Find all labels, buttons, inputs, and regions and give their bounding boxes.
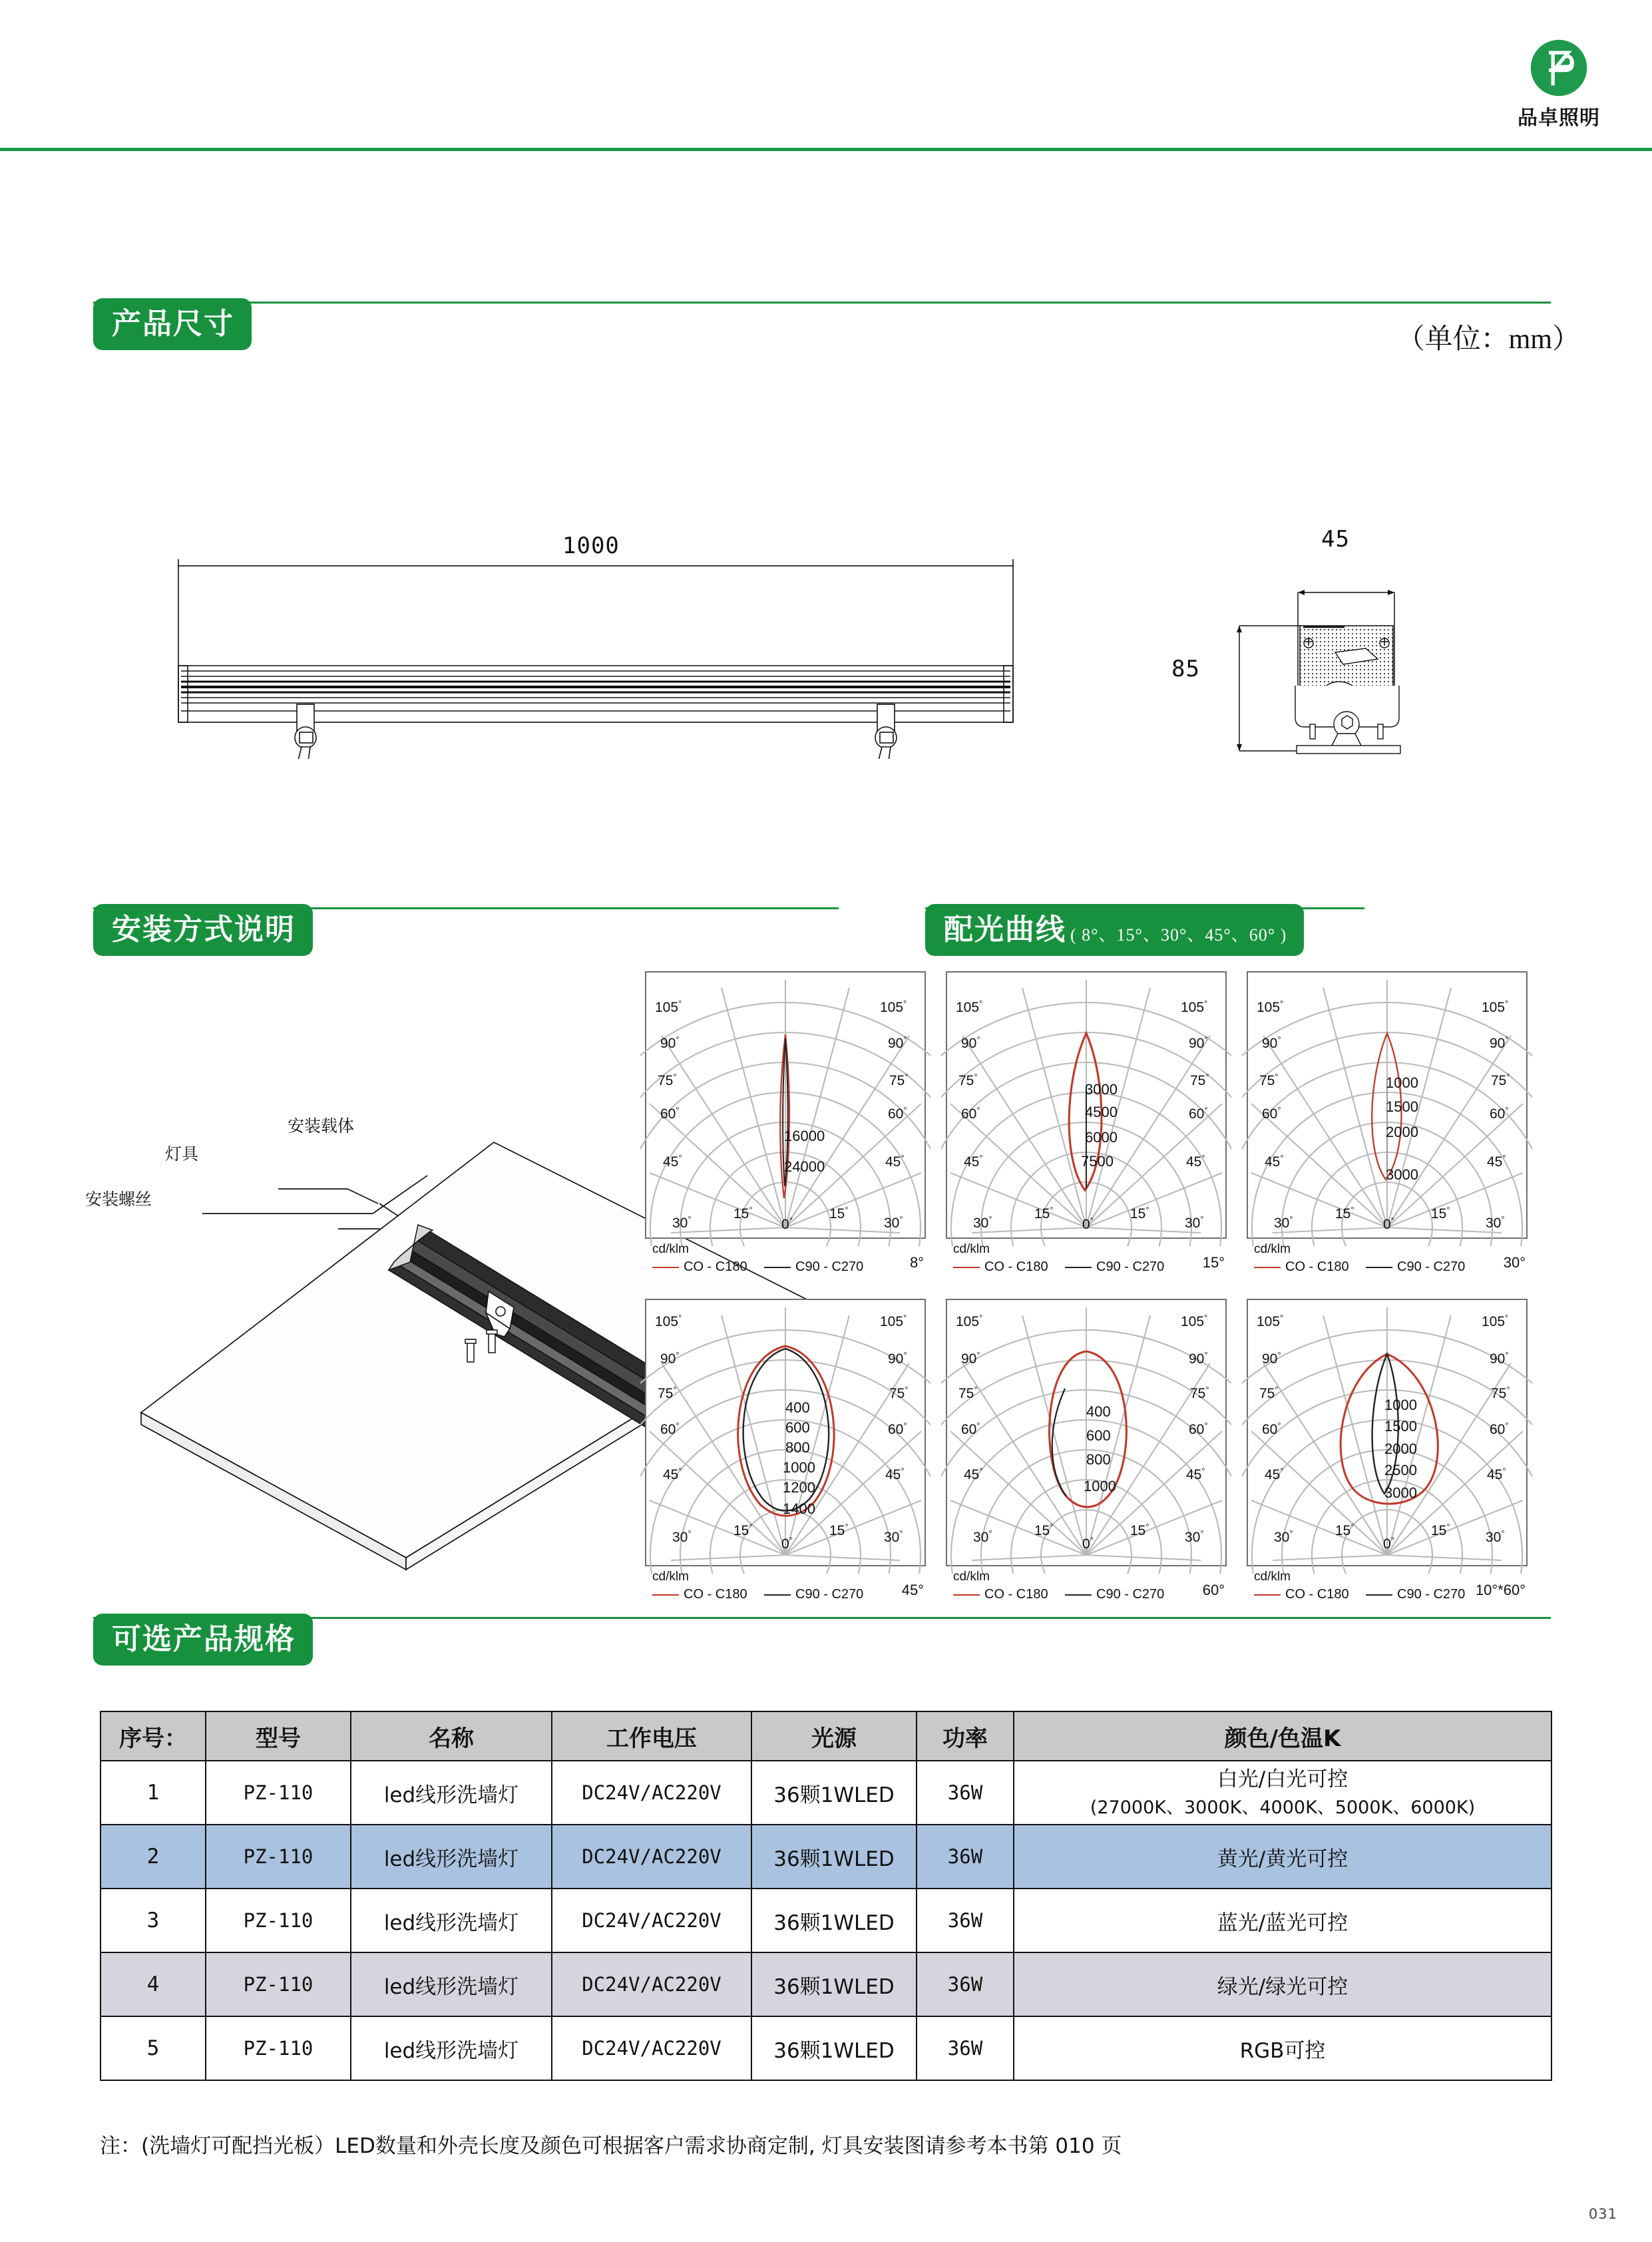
svg-text:45°: 45° bbox=[964, 1466, 983, 1482]
svg-text:75°: 75° bbox=[889, 1385, 909, 1401]
svg-text:3000: 3000 bbox=[1085, 1081, 1118, 1098]
svg-text:45°: 45° bbox=[1487, 1153, 1506, 1170]
svg-text:45°: 45° bbox=[964, 1153, 983, 1170]
install-label-screws: 安装螺丝 bbox=[85, 1190, 152, 1209]
svg-text:75°: 75° bbox=[958, 1385, 978, 1401]
svg-text:400: 400 bbox=[785, 1399, 810, 1416]
cell-model: PZ-110 bbox=[206, 1889, 351, 1952]
svg-text:30°: 30° bbox=[884, 1528, 903, 1545]
table-row bbox=[101, 1889, 1551, 1952]
svg-text:30°: 30° bbox=[973, 1214, 992, 1231]
svg-text:105°: 105° bbox=[880, 1313, 907, 1329]
svg-text:400: 400 bbox=[1086, 1403, 1111, 1420]
section-header-specs bbox=[93, 1614, 1551, 1666]
svg-text:0°: 0° bbox=[1383, 1535, 1394, 1552]
svg-text:60°: 60° bbox=[660, 1421, 680, 1437]
svg-text:90°: 90° bbox=[1262, 1350, 1281, 1367]
cell-power: 36W bbox=[917, 2016, 1014, 2080]
polar-chart-10x60deg bbox=[1242, 1294, 1532, 1612]
legend-series-c0: CO - C180 bbox=[652, 1259, 747, 1275]
polar-legend bbox=[1254, 1242, 1526, 1283]
cell-source: 36颗1WLED bbox=[751, 1825, 917, 1889]
beam-angle-label: 60° bbox=[1202, 1582, 1225, 1598]
svg-text:15°: 15° bbox=[1335, 1205, 1354, 1222]
svg-text:75°: 75° bbox=[1190, 1072, 1209, 1088]
cell-source: 36颗1WLED bbox=[751, 2016, 917, 2080]
section-tab-photometric bbox=[925, 904, 1304, 956]
polar-chart-60deg bbox=[941, 1294, 1231, 1612]
cell-power: 36W bbox=[917, 1825, 1014, 1889]
cell-voltage: DC24V/AC220V bbox=[552, 1825, 751, 1889]
svg-text:15°: 15° bbox=[829, 1205, 849, 1222]
legend-series-c90: C90 - C270 bbox=[1366, 1259, 1465, 1275]
table-row bbox=[101, 1825, 1551, 1889]
cell-power: 36W bbox=[917, 1952, 1014, 2016]
pz-circle-logo-icon bbox=[1530, 39, 1588, 97]
svg-text:45°: 45° bbox=[885, 1153, 905, 1170]
polar-plot bbox=[640, 1294, 930, 1574]
side-view-drawing bbox=[1211, 553, 1491, 772]
col-header-source: 光源 bbox=[751, 1711, 917, 1761]
col-header-model: 型号 bbox=[206, 1711, 351, 1761]
section-title-dimensions: 产品尺寸 bbox=[112, 307, 234, 341]
svg-text:90°: 90° bbox=[1189, 1350, 1208, 1367]
svg-text:2000: 2000 bbox=[1386, 1124, 1418, 1140]
svg-text:105°: 105° bbox=[1181, 999, 1208, 1015]
svg-text:75°: 75° bbox=[658, 1072, 677, 1088]
svg-text:75°: 75° bbox=[658, 1385, 677, 1401]
svg-text:1400: 1400 bbox=[783, 1500, 815, 1517]
polar-legend bbox=[652, 1242, 924, 1283]
legend-swatch-black bbox=[1366, 1267, 1392, 1268]
cell-source: 36颗1WLED bbox=[751, 1952, 917, 2016]
cell-voltage: DC24V/AC220V bbox=[552, 2016, 751, 2080]
svg-text:75°: 75° bbox=[1491, 1385, 1510, 1401]
cell-no: 4 bbox=[101, 1952, 206, 2016]
svg-text:1000: 1000 bbox=[1384, 1397, 1417, 1413]
svg-text:60°: 60° bbox=[1189, 1105, 1208, 1122]
svg-text:60°: 60° bbox=[1189, 1421, 1208, 1437]
svg-text:15°: 15° bbox=[1130, 1205, 1149, 1222]
cell-no: 2 bbox=[101, 1825, 206, 1889]
cell-color: RGB可控 bbox=[1014, 2016, 1551, 2080]
svg-text:90°: 90° bbox=[888, 1034, 907, 1051]
svg-text:24000: 24000 bbox=[784, 1158, 825, 1175]
col-header-power: 功率 bbox=[917, 1711, 1014, 1761]
legend-series-c90: C90 - C270 bbox=[1366, 1587, 1465, 1602]
svg-text:105°: 105° bbox=[956, 999, 983, 1015]
legend-swatch-black bbox=[1366, 1594, 1392, 1596]
legend-series-c90: C90 - C270 bbox=[1065, 1587, 1164, 1602]
svg-text:105°: 105° bbox=[956, 1313, 983, 1329]
svg-text:75°: 75° bbox=[958, 1072, 978, 1088]
legend-swatch-red bbox=[652, 1594, 679, 1596]
section-tab-installation bbox=[93, 904, 313, 956]
legend-series-c0: CO - C180 bbox=[652, 1587, 747, 1602]
cell-no: 1 bbox=[101, 1761, 206, 1825]
legend-swatch-red bbox=[652, 1267, 679, 1268]
brand-name: 品卓照明 bbox=[1518, 107, 1600, 130]
svg-text:60°: 60° bbox=[1262, 1105, 1281, 1122]
legend-series-c0: CO - C180 bbox=[953, 1587, 1048, 1602]
table-row bbox=[101, 1761, 1551, 1825]
svg-text:60°: 60° bbox=[1490, 1421, 1509, 1437]
front-view-length-label: 1000 bbox=[562, 533, 620, 559]
svg-text:45°: 45° bbox=[663, 1153, 682, 1170]
svg-text:45°: 45° bbox=[885, 1466, 905, 1482]
cell-model: PZ-110 bbox=[206, 2016, 351, 2080]
svg-text:0°: 0° bbox=[1383, 1216, 1394, 1232]
side-view-height-label: 85 bbox=[1171, 656, 1200, 682]
cell-name: led线形洗墙灯 bbox=[351, 1889, 552, 1952]
legend-unit: cd/klm bbox=[953, 1570, 990, 1584]
cell-name: led线形洗墙灯 bbox=[351, 1761, 552, 1825]
front-view-drawing bbox=[166, 559, 1025, 759]
svg-text:6000: 6000 bbox=[1085, 1129, 1118, 1146]
cell-voltage: DC24V/AC220V bbox=[552, 1889, 751, 1952]
svg-text:3000: 3000 bbox=[1386, 1166, 1418, 1183]
legend-swatch-black bbox=[1065, 1267, 1092, 1268]
svg-text:30°: 30° bbox=[672, 1528, 692, 1545]
cell-voltage: DC24V/AC220V bbox=[552, 1952, 751, 2016]
svg-text:45°: 45° bbox=[1186, 1153, 1205, 1170]
svg-text:105°: 105° bbox=[655, 1313, 682, 1329]
svg-text:60°: 60° bbox=[1262, 1421, 1281, 1437]
cell-name: led线形洗墙灯 bbox=[351, 2016, 552, 2080]
cell-color-line2: (27000K、3000K、4000K、5000K、6000K) bbox=[1090, 1797, 1476, 1818]
legend-swatch-red bbox=[953, 1594, 980, 1596]
polar-chart-15deg bbox=[941, 967, 1231, 1285]
svg-text:60°: 60° bbox=[961, 1421, 980, 1437]
svg-text:45°: 45° bbox=[1265, 1466, 1284, 1482]
front-view-bracket-left bbox=[294, 704, 316, 759]
polar-plot bbox=[640, 967, 930, 1246]
svg-text:75°: 75° bbox=[889, 1072, 909, 1088]
svg-text:1500: 1500 bbox=[1386, 1098, 1418, 1115]
cell-source: 36颗1WLED bbox=[751, 1761, 917, 1825]
section-header-installation bbox=[93, 904, 839, 956]
cell-color: 绿光/绿光可控 bbox=[1014, 1952, 1551, 2016]
page-number: 031 bbox=[1588, 2206, 1617, 2222]
svg-text:15°: 15° bbox=[1034, 1205, 1054, 1222]
polar-chart-45deg bbox=[640, 1294, 930, 1612]
svg-text:105°: 105° bbox=[1482, 999, 1509, 1015]
front-view-bracket-right bbox=[875, 704, 897, 759]
product-spec-table bbox=[100, 1711, 1552, 2081]
svg-text:30°: 30° bbox=[884, 1214, 903, 1231]
svg-text:30°: 30° bbox=[1274, 1528, 1293, 1545]
svg-text:30°: 30° bbox=[973, 1528, 992, 1545]
svg-text:0°: 0° bbox=[781, 1535, 793, 1552]
cell-voltage: DC24V/AC220V bbox=[552, 1761, 751, 1825]
svg-text:30°: 30° bbox=[1185, 1528, 1204, 1545]
svg-text:90°: 90° bbox=[1490, 1350, 1509, 1367]
beam-angle-label: 45° bbox=[901, 1582, 924, 1598]
beam-angle-label: 10°*60° bbox=[1475, 1582, 1526, 1598]
cell-name: led线形洗墙灯 bbox=[351, 1952, 552, 2016]
col-header-voltage: 工作电压 bbox=[552, 1711, 751, 1761]
svg-text:45°: 45° bbox=[1186, 1466, 1205, 1482]
svg-text:90°: 90° bbox=[1262, 1034, 1281, 1051]
svg-text:30°: 30° bbox=[1185, 1214, 1204, 1231]
svg-text:15°: 15° bbox=[1335, 1522, 1354, 1538]
install-label-carrier: 安装载体 bbox=[288, 1116, 355, 1136]
svg-text:45°: 45° bbox=[1487, 1466, 1506, 1482]
svg-text:30°: 30° bbox=[1486, 1214, 1505, 1231]
legend-unit: cd/klm bbox=[652, 1242, 689, 1256]
col-header-no: 序号： bbox=[101, 1711, 206, 1761]
col-header-color: 颜色/色温K bbox=[1014, 1711, 1551, 1761]
header-divider bbox=[0, 148, 1652, 151]
svg-text:15°: 15° bbox=[829, 1522, 849, 1538]
svg-text:0°: 0° bbox=[1082, 1535, 1094, 1552]
svg-text:15°: 15° bbox=[1130, 1522, 1149, 1538]
svg-text:60°: 60° bbox=[961, 1105, 980, 1122]
svg-text:90°: 90° bbox=[888, 1350, 907, 1367]
svg-text:90°: 90° bbox=[961, 1350, 980, 1367]
svg-text:15°: 15° bbox=[733, 1522, 753, 1538]
svg-text:60°: 60° bbox=[888, 1105, 907, 1122]
brand-logo-block bbox=[1518, 39, 1600, 130]
svg-text:105°: 105° bbox=[1482, 1313, 1509, 1329]
cell-no: 3 bbox=[101, 1889, 206, 1952]
svg-text:105°: 105° bbox=[1257, 1313, 1284, 1329]
svg-text:30°: 30° bbox=[1274, 1214, 1293, 1231]
svg-text:60°: 60° bbox=[888, 1421, 907, 1437]
cell-color-line1: 白光/白光可控 bbox=[1217, 1767, 1348, 1791]
cell-color bbox=[1014, 1761, 1551, 1825]
svg-text:4500: 4500 bbox=[1085, 1104, 1118, 1120]
legend-series-c90: C90 - C270 bbox=[764, 1259, 863, 1275]
legend-swatch-red bbox=[1254, 1594, 1281, 1596]
footnote: 注：(洗墙灯可配挡光板）LED数量和外壳长度及颜色可根据客户需求协商定制, 灯具安装图请参考本书第 010 页 bbox=[100, 2134, 1122, 2158]
svg-text:105°: 105° bbox=[1181, 1313, 1208, 1329]
svg-text:75°: 75° bbox=[1259, 1385, 1279, 1401]
section-tab-dimensions bbox=[93, 298, 252, 350]
svg-text:1000: 1000 bbox=[1386, 1074, 1418, 1091]
section-tab-specs bbox=[93, 1614, 313, 1666]
beam-angle-label: 15° bbox=[1202, 1254, 1225, 1271]
polar-chart-8deg bbox=[640, 967, 930, 1285]
legend-series-c0: CO - C180 bbox=[1254, 1259, 1349, 1275]
polar-legend bbox=[1254, 1570, 1526, 1611]
polar-legend bbox=[652, 1570, 924, 1611]
polar-plot bbox=[1242, 1294, 1532, 1574]
legend-series-c90: C90 - C270 bbox=[764, 1587, 863, 1602]
polar-plot bbox=[941, 967, 1231, 1246]
svg-text:600: 600 bbox=[1086, 1427, 1111, 1444]
cell-name: led线形洗墙灯 bbox=[351, 1825, 552, 1889]
svg-text:75°: 75° bbox=[1190, 1385, 1209, 1401]
svg-text:0°: 0° bbox=[1082, 1216, 1094, 1232]
table-row bbox=[101, 2016, 1551, 2080]
legend-swatch-black bbox=[1065, 1594, 1092, 1596]
svg-text:0°: 0° bbox=[781, 1216, 793, 1232]
install-label-luminaire: 灯具 bbox=[165, 1144, 199, 1164]
svg-text:600: 600 bbox=[785, 1419, 810, 1436]
side-view-width-label: 45 bbox=[1321, 526, 1350, 553]
section-title-photometric: 配光曲线 bbox=[944, 913, 1066, 947]
svg-text:2500: 2500 bbox=[1384, 1462, 1417, 1478]
cell-model: PZ-110 bbox=[206, 1761, 351, 1825]
svg-text:90°: 90° bbox=[1490, 1034, 1509, 1051]
table-header-row bbox=[101, 1711, 1551, 1761]
cell-source: 36颗1WLED bbox=[751, 1889, 917, 1952]
svg-text:800: 800 bbox=[1086, 1451, 1111, 1468]
polar-legend bbox=[953, 1242, 1225, 1283]
legend-unit: cd/klm bbox=[1254, 1242, 1291, 1256]
legend-swatch-red bbox=[953, 1267, 980, 1268]
svg-text:90°: 90° bbox=[660, 1034, 680, 1051]
svg-text:45°: 45° bbox=[1265, 1153, 1284, 1170]
legend-unit: cd/klm bbox=[953, 1242, 990, 1256]
beam-angle-label: 8° bbox=[909, 1254, 924, 1271]
beam-angle-label: 30° bbox=[1503, 1254, 1526, 1271]
svg-text:3000: 3000 bbox=[1384, 1484, 1417, 1501]
polar-plot bbox=[941, 1294, 1231, 1574]
svg-text:1500: 1500 bbox=[1384, 1418, 1417, 1435]
unit-note: （单位：mm） bbox=[1396, 324, 1580, 355]
legend-series-c0: CO - C180 bbox=[953, 1259, 1048, 1275]
svg-text:90°: 90° bbox=[1189, 1034, 1208, 1051]
section-header-dimensions bbox=[93, 298, 1551, 350]
svg-text:7500: 7500 bbox=[1081, 1153, 1114, 1170]
svg-text:30°: 30° bbox=[672, 1214, 692, 1231]
svg-text:105°: 105° bbox=[880, 999, 907, 1015]
section-rule bbox=[93, 302, 1551, 304]
svg-text:60°: 60° bbox=[1490, 1105, 1509, 1122]
polar-legend bbox=[953, 1570, 1225, 1611]
svg-text:45°: 45° bbox=[663, 1466, 682, 1482]
cell-model: PZ-110 bbox=[206, 1825, 351, 1889]
legend-swatch-red bbox=[1254, 1267, 1281, 1268]
section-header-photometric bbox=[925, 904, 1364, 956]
svg-text:1000: 1000 bbox=[1084, 1478, 1116, 1494]
col-header-name: 名称 bbox=[351, 1711, 552, 1761]
legend-swatch-black bbox=[764, 1594, 791, 1596]
svg-text:90°: 90° bbox=[660, 1350, 680, 1367]
cell-color: 蓝光/蓝光可控 bbox=[1014, 1889, 1551, 1952]
svg-text:2000: 2000 bbox=[1384, 1441, 1417, 1457]
cell-power: 36W bbox=[917, 1761, 1014, 1825]
svg-text:75°: 75° bbox=[1259, 1072, 1279, 1088]
legend-series-c90: C90 - C270 bbox=[1065, 1259, 1164, 1275]
legend-unit: cd/klm bbox=[652, 1570, 689, 1584]
table-row bbox=[101, 1952, 1551, 2016]
section-title-installation: 安装方式说明 bbox=[112, 913, 296, 947]
photometric-curve-grid bbox=[640, 967, 1532, 1612]
cell-model: PZ-110 bbox=[206, 1952, 351, 2016]
section-title-specs: 可选产品规格 bbox=[112, 1622, 296, 1656]
cell-no: 5 bbox=[101, 2016, 206, 2080]
polar-chart-30deg bbox=[1242, 967, 1532, 1285]
svg-text:15°: 15° bbox=[1431, 1522, 1450, 1538]
svg-text:1200: 1200 bbox=[783, 1479, 815, 1496]
legend-unit: cd/klm bbox=[1254, 1570, 1291, 1584]
legend-series-c0: CO - C180 bbox=[1254, 1587, 1349, 1602]
svg-text:16000: 16000 bbox=[784, 1128, 825, 1144]
cell-color: 黄光/黄光可控 bbox=[1014, 1825, 1551, 1889]
svg-text:30°: 30° bbox=[1486, 1528, 1505, 1545]
section-subtitle-photometric: ( 8°、15°、30°、45°、60° ) bbox=[1070, 925, 1287, 945]
svg-text:75°: 75° bbox=[1491, 1072, 1510, 1088]
svg-text:105°: 105° bbox=[1257, 999, 1284, 1015]
svg-text:1000: 1000 bbox=[783, 1459, 815, 1476]
svg-text:60°: 60° bbox=[660, 1105, 680, 1122]
svg-text:15°: 15° bbox=[1034, 1522, 1054, 1538]
legend-swatch-black bbox=[764, 1267, 791, 1268]
svg-text:90°: 90° bbox=[961, 1034, 980, 1051]
cell-power: 36W bbox=[917, 1889, 1014, 1952]
svg-text:15°: 15° bbox=[1431, 1205, 1450, 1222]
svg-text:105°: 105° bbox=[655, 999, 682, 1015]
svg-text:15°: 15° bbox=[733, 1205, 753, 1222]
polar-plot bbox=[1242, 967, 1532, 1246]
svg-text:800: 800 bbox=[785, 1439, 810, 1456]
